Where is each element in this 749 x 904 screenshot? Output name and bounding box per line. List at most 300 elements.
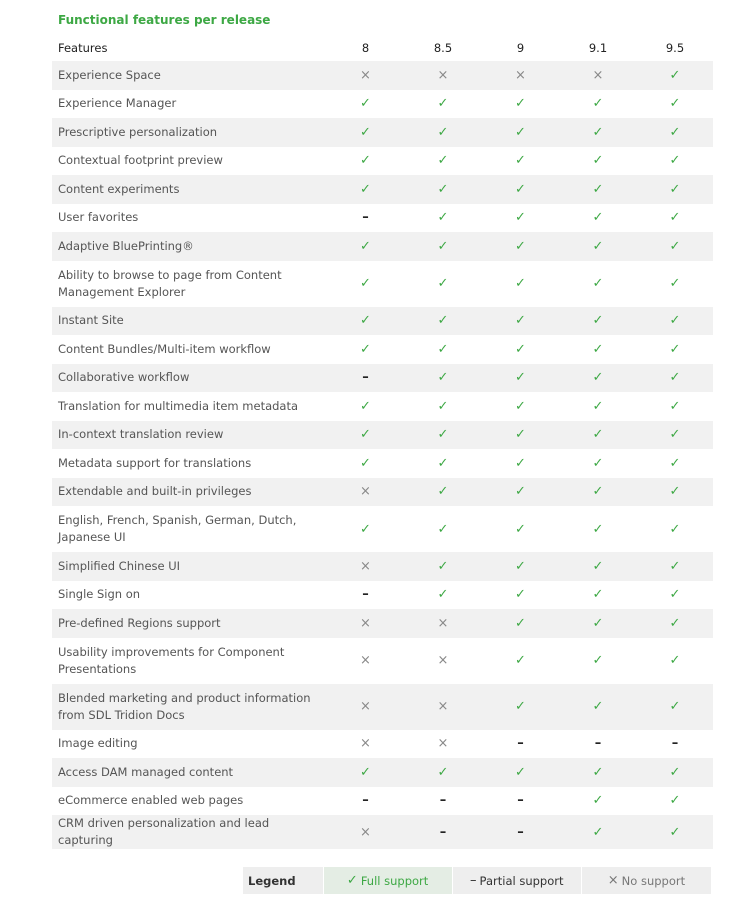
check-icon: ✓ bbox=[360, 96, 371, 112]
check-icon: ✓ bbox=[437, 521, 449, 537]
table-row bbox=[52, 204, 713, 233]
legend-full-label: Full support bbox=[360, 873, 429, 888]
support-cell bbox=[482, 261, 559, 307]
check-icon: ✓ bbox=[515, 427, 526, 443]
version-header: 9.1 bbox=[588, 41, 608, 55]
support-cell bbox=[559, 449, 637, 478]
support-cell bbox=[559, 638, 637, 684]
legend bbox=[243, 867, 711, 894]
support-cell bbox=[404, 787, 482, 816]
dash-icon: – bbox=[517, 793, 524, 809]
support-cell bbox=[482, 730, 559, 759]
check-icon: ✓ bbox=[592, 96, 604, 112]
check-icon: ✓ bbox=[669, 699, 681, 714]
support-cell bbox=[327, 118, 404, 147]
support-cell bbox=[637, 478, 713, 507]
support-cell bbox=[559, 787, 637, 816]
support-cell bbox=[559, 307, 637, 336]
dash-icon: – bbox=[517, 824, 524, 840]
check-icon: ✓ bbox=[592, 793, 604, 809]
check-icon: ✓ bbox=[669, 455, 681, 471]
support-cell bbox=[404, 552, 482, 581]
support-cell bbox=[482, 204, 559, 233]
support-cell bbox=[482, 552, 559, 581]
feature-name: Extendable and built-in privileges bbox=[52, 478, 327, 507]
support-cell bbox=[559, 730, 637, 759]
cross-icon: × bbox=[360, 653, 371, 668]
check-icon: ✓ bbox=[437, 587, 449, 603]
check-icon: ✓ bbox=[669, 210, 681, 226]
support-cell bbox=[327, 552, 404, 581]
support-cell bbox=[404, 684, 482, 730]
cross-icon: × bbox=[360, 558, 371, 574]
check-icon: ✓ bbox=[592, 484, 604, 500]
check-icon: ✓ bbox=[515, 181, 526, 197]
cross-icon: × bbox=[437, 615, 449, 631]
version-header: 8 bbox=[361, 41, 370, 55]
support-cell bbox=[559, 581, 637, 610]
support-cell bbox=[404, 90, 482, 119]
check-icon: ✓ bbox=[592, 764, 604, 780]
check-icon: ✓ bbox=[515, 96, 526, 112]
check-icon: ✓ bbox=[592, 521, 604, 537]
table-row bbox=[52, 758, 713, 787]
support-cell bbox=[637, 118, 713, 147]
support-cell bbox=[637, 364, 713, 393]
support-cell bbox=[559, 118, 637, 147]
support-cell bbox=[327, 609, 404, 638]
feature-name: eCommerce enabled web pages bbox=[58, 793, 244, 808]
page-title: Functional features per release bbox=[58, 13, 271, 27]
check-icon: ✓ bbox=[437, 153, 449, 169]
support-cell bbox=[404, 307, 482, 336]
support-cell bbox=[559, 392, 637, 421]
check-icon: ✓ bbox=[437, 341, 449, 357]
support-cell bbox=[327, 815, 404, 849]
check-icon: ✓ bbox=[360, 181, 371, 197]
support-cell bbox=[404, 581, 482, 610]
support-cell bbox=[404, 175, 482, 204]
feature-name: Content experiments bbox=[52, 175, 327, 204]
support-cell bbox=[559, 204, 637, 233]
check-icon: ✓ bbox=[437, 370, 449, 386]
support-cell bbox=[637, 335, 713, 364]
support-cell bbox=[482, 758, 559, 787]
features-table bbox=[52, 35, 713, 849]
support-cell bbox=[637, 261, 713, 307]
dash-icon: – bbox=[362, 210, 369, 226]
dash-icon: – bbox=[439, 793, 447, 809]
check-icon: ✓ bbox=[515, 484, 526, 500]
feature-name: Single Sign on bbox=[58, 587, 141, 602]
support-cell bbox=[327, 787, 404, 816]
feature-name: CRM driven personalization and lead capturing bbox=[52, 815, 327, 849]
check-icon: ✓ bbox=[437, 210, 449, 226]
table-row bbox=[52, 175, 713, 204]
check-icon: ✓ bbox=[669, 653, 681, 668]
support-cell bbox=[482, 175, 559, 204]
table-row bbox=[52, 61, 713, 90]
check-icon: ✓ bbox=[437, 238, 449, 254]
support-cell bbox=[559, 609, 637, 638]
support-cell bbox=[404, 421, 482, 450]
legend-full-support bbox=[323, 867, 452, 894]
feature-name: Contextual footprint preview bbox=[58, 153, 223, 168]
check-icon: ✓ bbox=[360, 124, 371, 140]
check-icon: ✓ bbox=[360, 764, 371, 780]
support-cell bbox=[637, 609, 713, 638]
check-icon: ✓ bbox=[437, 455, 449, 471]
support-cell bbox=[637, 204, 713, 233]
check-icon: ✓ bbox=[592, 210, 604, 226]
check-icon: ✓ bbox=[592, 313, 604, 329]
table-row bbox=[52, 787, 713, 816]
support-cell bbox=[404, 364, 482, 393]
support-cell bbox=[404, 609, 482, 638]
support-cell bbox=[559, 261, 637, 307]
check-icon: ✓ bbox=[360, 427, 371, 443]
check-icon: ✓ bbox=[592, 824, 604, 840]
check-icon: ✓ bbox=[515, 124, 526, 140]
table-row bbox=[52, 609, 713, 638]
table-row bbox=[52, 147, 713, 176]
check-icon: ✓ bbox=[437, 764, 449, 780]
feature-name: Experience Manager bbox=[58, 96, 177, 111]
support-cell bbox=[637, 307, 713, 336]
support-cell bbox=[637, 421, 713, 450]
support-cell bbox=[637, 506, 713, 552]
check-icon: ✓ bbox=[592, 124, 604, 140]
version-header: 8.5 bbox=[433, 41, 453, 55]
support-cell bbox=[327, 392, 404, 421]
check-icon: ✓ bbox=[360, 276, 371, 291]
support-cell bbox=[637, 147, 713, 176]
check-icon: ✓ bbox=[669, 181, 681, 197]
dash-icon: – bbox=[362, 587, 369, 603]
support-cell bbox=[404, 758, 482, 787]
table-row bbox=[52, 506, 713, 552]
feature-name: English, French, Spanish, German, Dutch, Japanese UI bbox=[58, 513, 297, 544]
check-icon: ✓ bbox=[437, 124, 449, 140]
support-cell bbox=[637, 730, 713, 759]
table-row bbox=[52, 335, 713, 364]
support-cell bbox=[637, 392, 713, 421]
support-cell bbox=[327, 758, 404, 787]
support-cell bbox=[637, 581, 713, 610]
table-row bbox=[52, 421, 713, 450]
check-icon: ✓ bbox=[669, 587, 681, 603]
check-icon: ✓ bbox=[669, 96, 681, 112]
feature-name: Adaptive BluePrinting® bbox=[52, 232, 327, 261]
support-cell bbox=[482, 478, 559, 507]
check-icon: ✓ bbox=[669, 558, 681, 574]
check-icon: ✓ bbox=[592, 341, 604, 357]
support-cell bbox=[482, 147, 559, 176]
check-icon: ✓ bbox=[669, 521, 681, 537]
support-cell bbox=[327, 90, 404, 119]
dash-icon: – bbox=[439, 824, 447, 840]
check-icon: ✓ bbox=[437, 558, 449, 574]
support-cell bbox=[404, 478, 482, 507]
support-cell bbox=[482, 581, 559, 610]
support-cell bbox=[327, 261, 404, 307]
feature-name: Experience Space bbox=[52, 61, 327, 90]
feature-name: Pre-defined Regions support bbox=[52, 609, 327, 638]
cross-icon: × bbox=[437, 653, 449, 668]
support-cell bbox=[327, 307, 404, 336]
check-icon: ✓ bbox=[592, 615, 604, 631]
support-cell bbox=[482, 421, 559, 450]
support-cell bbox=[404, 118, 482, 147]
table-row bbox=[52, 392, 713, 421]
support-cell bbox=[327, 204, 404, 233]
check-icon: ✓ bbox=[669, 238, 681, 254]
check-icon: ✓ bbox=[669, 484, 681, 500]
check-icon: ✓ bbox=[515, 615, 526, 631]
table-row bbox=[52, 684, 713, 730]
check-icon: ✓ bbox=[669, 793, 681, 809]
check-icon: ✓ bbox=[515, 521, 526, 537]
table-row bbox=[52, 232, 713, 261]
support-cell bbox=[559, 364, 637, 393]
support-cell bbox=[482, 61, 559, 90]
table-row bbox=[52, 261, 713, 307]
check-icon: ✓ bbox=[515, 153, 526, 169]
table-row bbox=[52, 307, 713, 336]
support-cell bbox=[482, 609, 559, 638]
dash-icon: – bbox=[671, 736, 679, 752]
support-cell bbox=[327, 421, 404, 450]
support-cell bbox=[482, 392, 559, 421]
support-cell bbox=[637, 815, 713, 849]
table-header-row bbox=[52, 35, 713, 61]
cross-icon: × bbox=[592, 67, 604, 83]
support-cell bbox=[559, 552, 637, 581]
support-cell bbox=[327, 638, 404, 684]
check-icon: ✓ bbox=[669, 276, 681, 291]
check-icon: ✓ bbox=[515, 398, 526, 414]
feature-name: Translation for multimedia item metadata bbox=[58, 398, 299, 413]
check-icon: ✓ bbox=[515, 313, 526, 329]
cross-icon: × bbox=[360, 615, 371, 631]
check-icon: ✓ bbox=[669, 341, 681, 357]
check-icon: ✓ bbox=[515, 764, 526, 780]
table-row bbox=[52, 478, 713, 507]
support-cell bbox=[637, 232, 713, 261]
support-cell bbox=[482, 638, 559, 684]
support-cell bbox=[559, 232, 637, 261]
cross-icon: × bbox=[360, 484, 371, 500]
support-cell bbox=[559, 175, 637, 204]
check-icon: ✓ bbox=[515, 587, 526, 603]
check-icon: ✓ bbox=[669, 615, 681, 631]
check-icon: ✓ bbox=[592, 370, 604, 386]
support-cell bbox=[404, 261, 482, 307]
check-icon: ✓ bbox=[515, 238, 526, 254]
check-icon: ✓ bbox=[592, 398, 604, 414]
check-icon: ✓ bbox=[515, 558, 526, 574]
check-icon: ✓ bbox=[669, 370, 681, 386]
legend-partial-label: Partial support bbox=[479, 873, 564, 888]
support-cell bbox=[637, 684, 713, 730]
dash-icon: – bbox=[362, 793, 369, 809]
table-row bbox=[52, 581, 713, 610]
legend-none-label: No support bbox=[621, 873, 686, 888]
support-cell bbox=[482, 335, 559, 364]
feature-name: Prescriptive personalization bbox=[52, 118, 327, 147]
check-icon: ✓ bbox=[360, 313, 371, 329]
dash-icon: – bbox=[470, 873, 477, 888]
support-cell bbox=[559, 506, 637, 552]
legend-title: Legend bbox=[243, 867, 323, 894]
feature-name: Usability improvements for Component Presentations bbox=[58, 644, 285, 676]
version-header: 9.5 bbox=[665, 41, 685, 55]
table-row bbox=[52, 552, 713, 581]
support-cell bbox=[559, 61, 637, 90]
check-icon: ✓ bbox=[592, 153, 604, 169]
check-icon: ✓ bbox=[669, 67, 681, 83]
support-cell bbox=[482, 90, 559, 119]
feature-name: Metadata support for translations bbox=[58, 455, 252, 470]
cross-icon: × bbox=[360, 699, 371, 714]
cross-icon: × bbox=[437, 67, 449, 83]
check-icon: ✓ bbox=[515, 341, 526, 357]
feature-name: Ability to browse to page from Content Management Explorer bbox=[58, 267, 282, 299]
support-cell bbox=[559, 90, 637, 119]
support-cell bbox=[559, 815, 637, 849]
legend-partial-support bbox=[452, 867, 581, 894]
check-icon: ✓ bbox=[360, 521, 371, 537]
support-cell bbox=[559, 758, 637, 787]
check-icon: ✓ bbox=[360, 455, 371, 471]
dash-icon: – bbox=[362, 370, 369, 386]
check-icon: ✓ bbox=[669, 764, 681, 780]
check-icon: ✓ bbox=[592, 699, 604, 714]
table-row bbox=[52, 364, 713, 393]
check-icon: ✓ bbox=[515, 455, 526, 471]
feature-name: User favorites bbox=[58, 210, 139, 225]
check-icon: ✓ bbox=[592, 558, 604, 574]
check-icon: ✓ bbox=[437, 181, 449, 197]
feature-name: Blended marketing and product information from SDL Tridion Docs bbox=[52, 684, 327, 730]
support-cell bbox=[482, 449, 559, 478]
check-icon: ✓ bbox=[592, 455, 604, 471]
check-icon: ✓ bbox=[437, 96, 449, 112]
support-cell bbox=[482, 364, 559, 393]
check-icon: ✓ bbox=[437, 313, 449, 329]
check-icon: ✓ bbox=[515, 653, 526, 668]
check-icon: ✓ bbox=[669, 427, 681, 443]
table-row bbox=[52, 730, 713, 759]
support-cell bbox=[637, 552, 713, 581]
check-icon: ✓ bbox=[592, 427, 604, 443]
check-icon: ✓ bbox=[592, 181, 604, 197]
support-cell bbox=[404, 815, 482, 849]
support-cell bbox=[327, 478, 404, 507]
cross-icon: × bbox=[607, 873, 619, 888]
support-cell bbox=[482, 232, 559, 261]
support-cell bbox=[327, 730, 404, 759]
table-row bbox=[52, 815, 713, 849]
support-cell bbox=[327, 684, 404, 730]
check-icon: ✓ bbox=[437, 276, 449, 291]
support-cell bbox=[637, 758, 713, 787]
support-cell bbox=[404, 506, 482, 552]
support-cell bbox=[482, 787, 559, 816]
support-cell bbox=[482, 506, 559, 552]
support-cell bbox=[404, 392, 482, 421]
support-cell bbox=[404, 449, 482, 478]
cross-icon: × bbox=[437, 736, 449, 752]
check-icon: ✓ bbox=[669, 124, 681, 140]
feature-name: Simplified Chinese UI bbox=[52, 552, 327, 581]
dash-icon: – bbox=[594, 736, 602, 752]
check-icon: ✓ bbox=[437, 398, 449, 414]
check-icon: ✓ bbox=[360, 398, 371, 414]
cross-icon: × bbox=[360, 67, 371, 83]
support-cell bbox=[327, 232, 404, 261]
check-icon: ✓ bbox=[360, 341, 371, 357]
check-icon: ✓ bbox=[515, 699, 526, 714]
support-cell bbox=[327, 61, 404, 90]
check-icon: ✓ bbox=[346, 873, 358, 888]
feature-name: Access DAM managed content bbox=[52, 758, 327, 787]
support-cell bbox=[559, 684, 637, 730]
cross-icon: × bbox=[360, 736, 371, 752]
support-cell bbox=[404, 335, 482, 364]
cross-icon: × bbox=[515, 67, 526, 83]
support-cell bbox=[404, 61, 482, 90]
support-cell bbox=[482, 118, 559, 147]
support-cell bbox=[327, 175, 404, 204]
support-cell bbox=[482, 815, 559, 849]
check-icon: ✓ bbox=[669, 313, 681, 329]
check-icon: ✓ bbox=[592, 276, 604, 291]
support-cell bbox=[404, 204, 482, 233]
check-icon: ✓ bbox=[515, 276, 526, 291]
dash-icon: – bbox=[517, 736, 524, 752]
feature-name: Instant Site bbox=[52, 307, 327, 336]
support-cell bbox=[559, 421, 637, 450]
cross-icon: × bbox=[360, 824, 371, 840]
feature-name: In-context translation review bbox=[52, 421, 327, 450]
feature-name: Collaborative workflow bbox=[52, 364, 327, 393]
support-cell bbox=[559, 147, 637, 176]
features-column-header: Features bbox=[58, 41, 108, 55]
cross-icon: × bbox=[437, 699, 449, 714]
support-cell bbox=[404, 730, 482, 759]
feature-name: Image editing bbox=[58, 736, 138, 751]
check-icon: ✓ bbox=[592, 653, 604, 668]
support-cell bbox=[559, 335, 637, 364]
support-cell bbox=[327, 581, 404, 610]
support-cell bbox=[637, 638, 713, 684]
legend-no-support bbox=[581, 867, 711, 894]
check-icon: ✓ bbox=[592, 587, 604, 603]
check-icon: ✓ bbox=[360, 238, 371, 254]
feature-name: Content Bundles/Multi-item workflow bbox=[58, 341, 271, 356]
support-cell bbox=[327, 335, 404, 364]
support-cell bbox=[327, 449, 404, 478]
check-icon: ✓ bbox=[669, 153, 681, 169]
support-cell bbox=[327, 506, 404, 552]
check-icon: ✓ bbox=[592, 238, 604, 254]
table-row bbox=[52, 118, 713, 147]
check-icon: ✓ bbox=[515, 210, 526, 226]
support-cell bbox=[327, 364, 404, 393]
support-cell bbox=[404, 147, 482, 176]
check-icon: ✓ bbox=[669, 824, 681, 840]
